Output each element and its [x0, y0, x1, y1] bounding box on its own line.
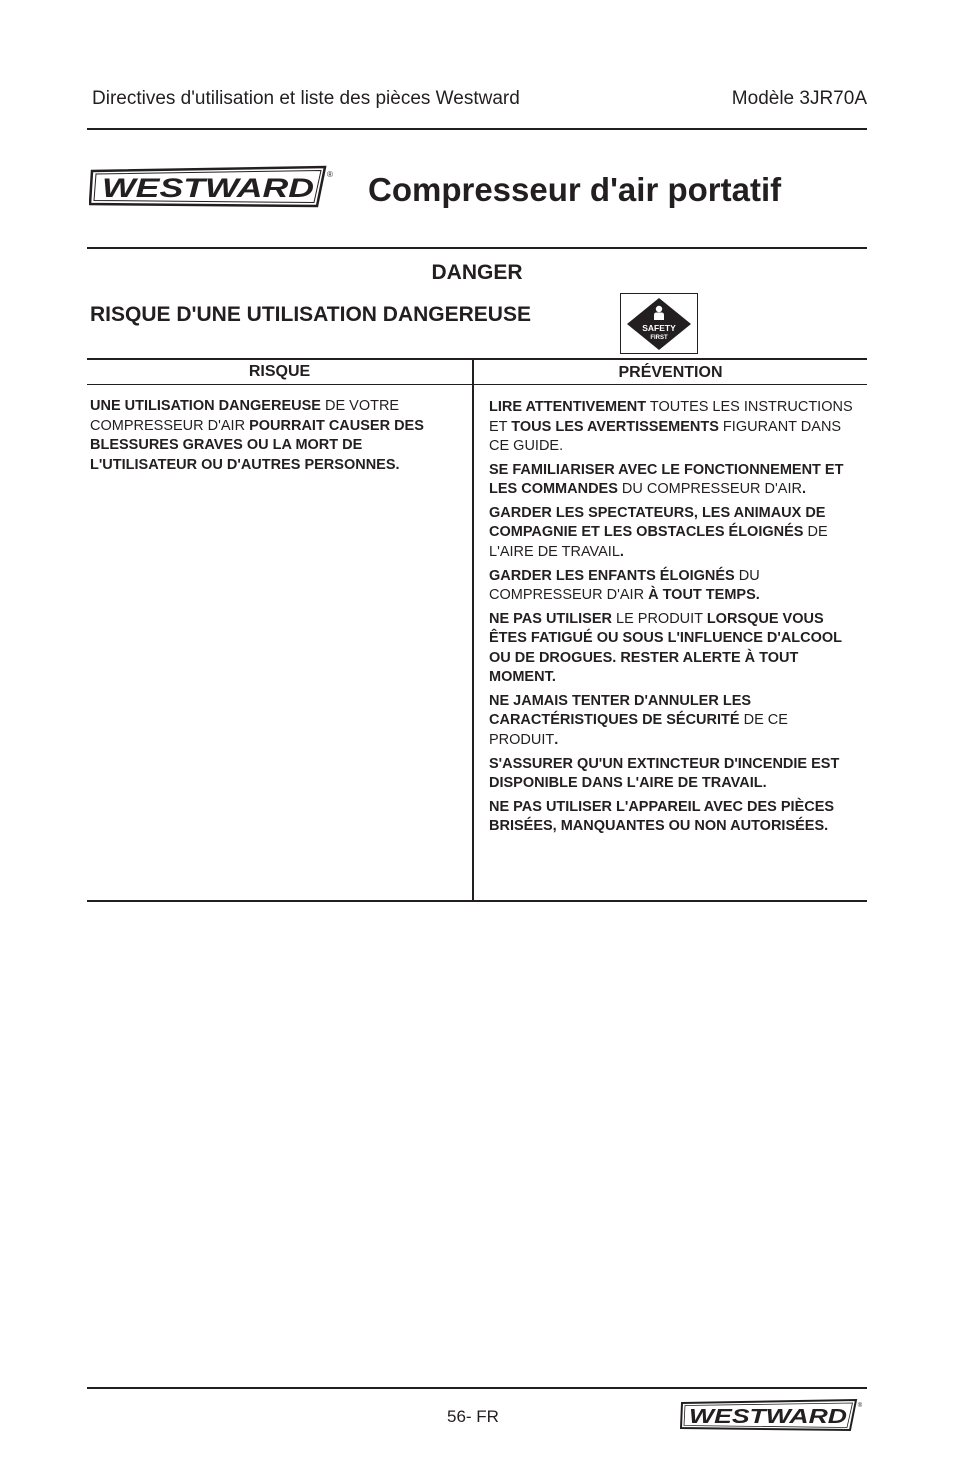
column-divider: [472, 360, 474, 902]
table-top-border: [87, 358, 867, 360]
risk-heading: RISQUE D'UNE UTILISATION DANGEREUSE: [90, 303, 531, 326]
column-header-prevention: PRÉVENTION: [618, 364, 723, 381]
page-title: Compresseur d'air portatif: [368, 171, 782, 208]
registered-mark: ®: [327, 170, 333, 179]
prevention-item: GARDER LES ENFANTS ÉLOIGNÉS DU COMPRESSEUR D'AIR À TOUT TEMPS.: [489, 567, 760, 604]
header-divider: [87, 128, 867, 130]
header-underline-left: [87, 384, 472, 385]
logo-text: WESTWARD: [102, 173, 314, 203]
footer-westward-logo: [680, 1398, 864, 1432]
table-bottom-border: [87, 900, 867, 902]
footer-logo-text: WESTWARD: [689, 1406, 847, 1428]
safety-first-icon: [621, 294, 697, 353]
safety-sign-line1: SAFETY: [642, 323, 676, 333]
header-model-number: Modèle 3JR70A: [731, 88, 867, 109]
prevention-item: S'ASSURER QU'UN EXTINCTEUR D'INCENDIE EST DISPONIBLE DANS L'AIRE DE TRAVAIL.: [489, 755, 840, 792]
safety-sign-line2: FIRST: [650, 335, 668, 341]
prevention-item: GARDER LES SPECTATEURS, LES ANIMAUX DE COMPAGNIE ET LES OBSTACLES ÉLOIGNÉS DE L'AIRE DE TRAVAIL.: [489, 504, 828, 560]
header-document-title: Directives d'utilisation et liste des pièces Westward: [92, 88, 520, 109]
prevention-item: NE PAS UTILISER L'APPAREIL AVEC DES PIÈCES BRISÉES, MANQUANTES OU NON AUTORISÉES.: [489, 798, 835, 835]
prevention-item: NE JAMAIS TENTER D'ANNULER LES CARACTÉRISTIQUES DE SÉCURITÉ DE CE PRODUIT.: [489, 692, 788, 748]
prevention-item: NE PAS UTILISER LE PRODUIT LORSQUE VOUS ÊTES FATIGUÉ OU SOUS L'INFLUENCE D'ALCOOL OU DE DROGUES. RESTER ALERTE À TOUT MOMENT.: [489, 610, 842, 686]
prevention-list: [489, 398, 861, 841]
title-divider: [87, 247, 867, 249]
danger-heading: DANGER: [431, 261, 523, 284]
westward-logo: [89, 164, 335, 209]
header-underline-right: [474, 384, 867, 385]
footer-registered-mark: ®: [857, 1403, 863, 1409]
safety-sign: [620, 293, 698, 354]
hazard-cell: UNE UTILISATION DANGEREUSE DE VOTRE COMPRESSEUR D'AIR POURRAIT CAUSER DES BLESSURES GRAVES OU LA MORT DE L'UTILISATEUR OU D'AUTRES PERSONNES.: [90, 398, 424, 473]
page-number: 56- FR: [447, 1407, 499, 1426]
prevention-item: LIRE ATTENTIVEMENT TOUTES LES INSTRUCTIONS ET TOUS LES AVERTISSEMENTS FIGURANT DANS CE GUIDE.: [489, 399, 853, 454]
footer-divider: [87, 1387, 867, 1389]
column-header-risk: RISQUE: [248, 363, 311, 380]
prevention-item: SE FAMILIARISER AVEC LE FONCTIONNEMENT ET LES COMMANDES DU COMPRESSEUR D'AIR.: [489, 461, 844, 498]
